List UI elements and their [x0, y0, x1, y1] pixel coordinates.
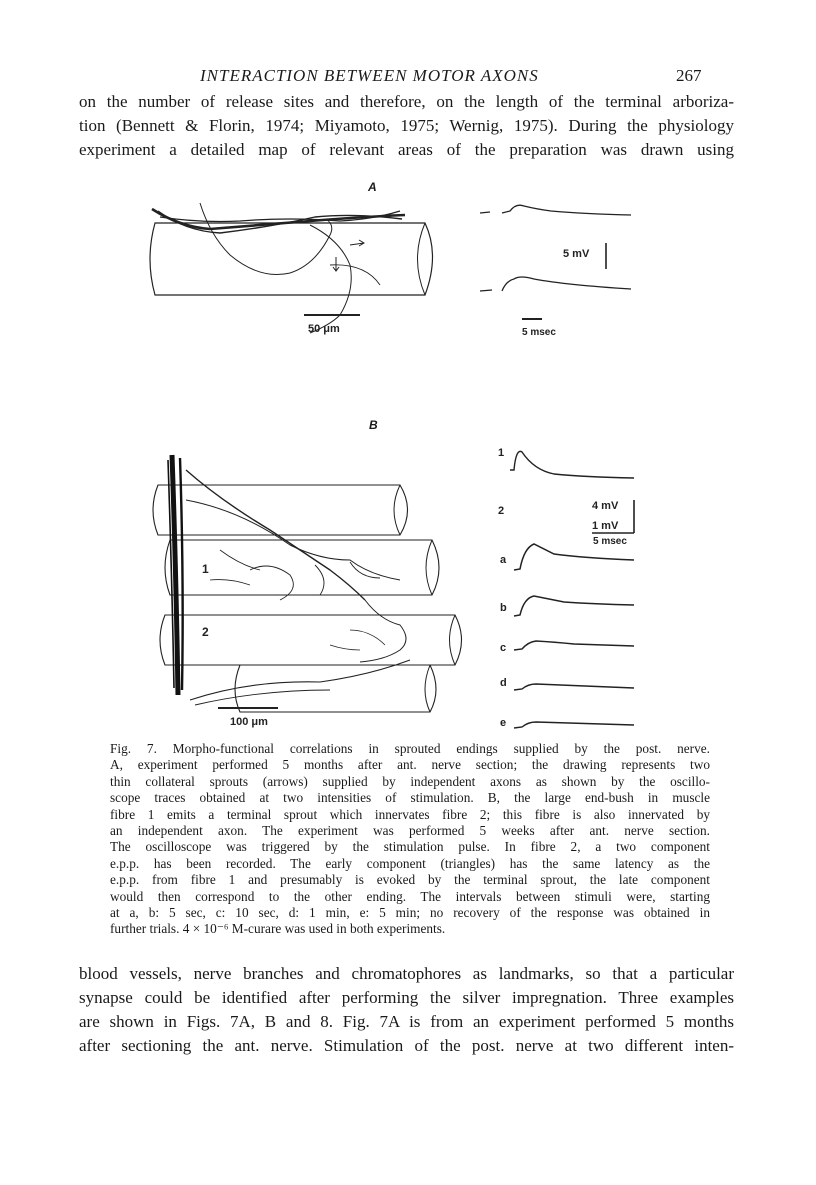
panel-b-label: B	[369, 418, 378, 432]
text-line: tion (Bennett & Florin, 1974; Miyamoto, 1975; Wernig, 1975). During the physiology	[79, 116, 734, 135]
trace-label-2: 2	[498, 505, 505, 517]
scale-bar-50um: 50 μm	[308, 323, 340, 335]
voltage-scale-1mv: 1 mV	[592, 520, 619, 532]
fibre-label-2: 2	[202, 625, 209, 639]
panel-a-label: A	[368, 180, 377, 194]
trace-label-1: 1	[498, 447, 505, 459]
trace-label-a: a	[500, 554, 507, 566]
trace-label-d: d	[500, 677, 507, 689]
trace-label-c: c	[500, 642, 507, 654]
caption-line: at a, b: 5 sec, c: 10 sec, d: 1 min, e: 5 min; no recovery of the response was obtained in	[110, 905, 710, 921]
trace-label-e: e	[500, 717, 507, 729]
panel-b-traces	[494, 440, 644, 735]
text-line: on the number of release sites and therefore, on the length of the terminal arboriza-	[79, 92, 734, 111]
time-scale-5msec-b: 5 msec	[593, 536, 627, 547]
page-number: 267	[676, 66, 702, 85]
panel-b-drawing	[150, 450, 470, 730]
caption-line: The oscilloscope was triggered by the stimulation pulse. In fibre 2, a two component	[110, 839, 710, 855]
voltage-scale-4mv: 4 mV	[592, 500, 619, 512]
caption-line: thin collateral sprouts (arrows) supplied by independent axons as shown by the oscillo-	[110, 773, 710, 789]
trace-label-b: b	[500, 602, 507, 614]
text-line: are shown in Figs. 7A, B and 8. Fig. 7A is from an experiment performed 5 months	[79, 1012, 734, 1031]
caption-line: an independent axon. The experiment was performed 5 weeks after ant. nerve section.	[110, 823, 710, 839]
text-line: experiment a detailed map of relevant areas of the preparation was drawn using	[79, 140, 734, 159]
caption-line: A, experiment performed 5 months after ant. nerve section; the drawing represents two	[110, 757, 710, 773]
fibre-label-1: 1	[202, 562, 209, 576]
paragraph-top	[79, 90, 734, 162]
voltage-scale-5mv: 5 mV	[563, 248, 590, 260]
caption-line: e.p.p. from fibre 1 and presumably is evoked by the terminal sprout, the late component	[110, 872, 710, 888]
running-title: INTERACTION BETWEEN MOTOR AXONS	[200, 66, 539, 85]
text-line: after sectioning the ant. nerve. Stimulation of the post. nerve at two different inten-	[79, 1036, 734, 1055]
time-scale-5msec: 5 msec	[522, 327, 556, 338]
caption-line: would then correspond to the other ending. The intervals between stimuli were, starting	[110, 888, 710, 904]
scale-bar-100um: 100 μm	[230, 716, 268, 728]
text-line: blood vessels, nerve branches and chromatophores as landmarks, so that a particular	[79, 964, 734, 983]
caption-line: fibre 1 emits a terminal sprout which innervates fibre 2; this fibre is also innervated by	[110, 806, 710, 822]
text-line: synapse could be identified after performing the silver impregnation. Three examples	[79, 988, 734, 1007]
panel-a-traces	[476, 195, 646, 345]
caption-line: further trials. 4 × 10⁻⁶ M-curare was used in both experiments.	[110, 921, 446, 937]
caption-line: Fig. 7. Morpho-functional correlations in sprouted endings supplied by the post. nerve.	[110, 741, 710, 756]
caption-line: e.p.p. has been recorded. The early component (triangles) has the same latency as the	[110, 855, 710, 871]
paragraph-bottom	[79, 962, 734, 1058]
figure-caption	[110, 741, 710, 938]
panel-a-drawing	[140, 195, 450, 345]
caption-line: scope traces obtained at two intensities of stimulation. B, the large end-bush in muscle	[110, 790, 710, 806]
